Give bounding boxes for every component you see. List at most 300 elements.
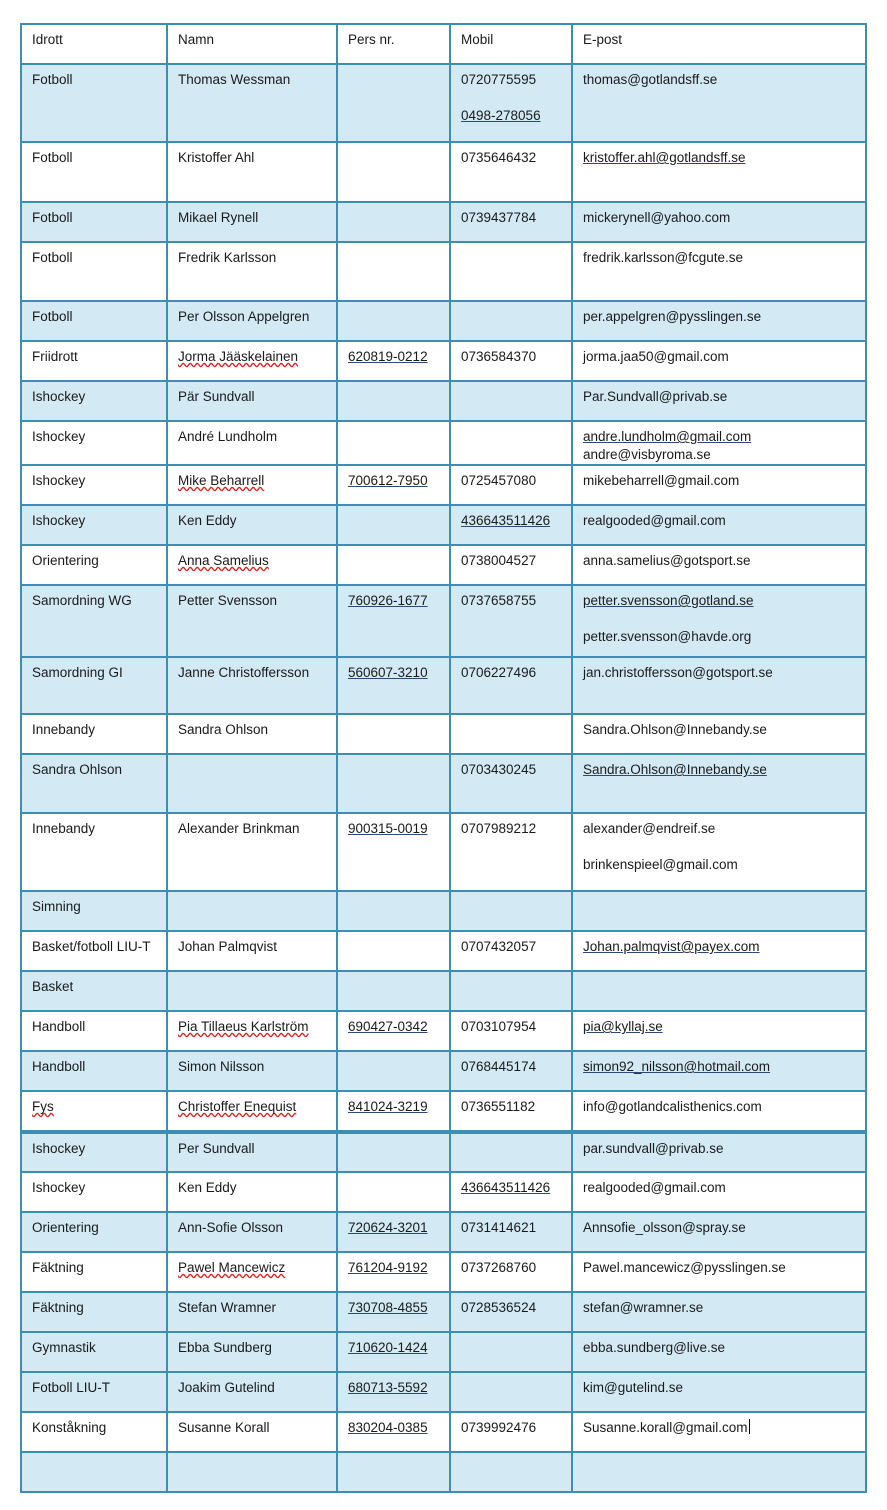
cell-e-post (572, 1051, 866, 1091)
pers-nr-text: 710620-1424 (348, 1340, 428, 1355)
pers-nr-text: 560607-3210 (348, 665, 428, 680)
namn-text: Pär Sundvall (178, 389, 255, 404)
cell-mobil (450, 1252, 572, 1292)
cell-e-post (572, 1292, 866, 1332)
idrott-text: Ishockey (32, 513, 86, 528)
cell-idrott (21, 1412, 167, 1452)
idrott-text: Fotboll LIU-T (32, 1380, 111, 1395)
mobil-text: 436643511426 (461, 1180, 551, 1195)
cell-mobil (450, 585, 572, 657)
namn-text: Johan Palmqvist (178, 939, 278, 954)
cell-e-post (572, 971, 866, 1011)
cell-namn (167, 931, 337, 971)
pers-nr-text: 680713-5592 (348, 1380, 428, 1395)
cell-idrott (21, 465, 167, 505)
cell-e-post (572, 1252, 866, 1292)
mobil-text: 0728536524 (461, 1300, 537, 1315)
header-row (21, 24, 866, 64)
cell-namn (167, 1132, 337, 1172)
cell-pers-nr (337, 64, 450, 142)
pers-nr-text: 841024-3219 (348, 1099, 428, 1114)
e-post-text: realgooded@gmail.com (583, 513, 726, 528)
contact-table-sheet (20, 23, 865, 1493)
e-post-text: per.appelgren@pysslingen.se (583, 309, 762, 324)
cell-idrott (21, 657, 167, 714)
header-e-post: E-post (572, 24, 866, 64)
namn-text: Christoffer Enequist (178, 1099, 297, 1114)
cell-pers-nr (337, 545, 450, 585)
namn-text: Ebba Sundberg (178, 1340, 272, 1355)
cell-mobil (450, 657, 572, 714)
pers-nr-text: 720624-3201 (348, 1220, 428, 1235)
table-row (21, 1372, 866, 1412)
table-row (21, 545, 866, 585)
cell-namn (167, 421, 337, 465)
table-row (21, 1292, 866, 1332)
e-post-text-2: petter.svensson@havde.org (583, 629, 752, 644)
cell-mobil (450, 381, 572, 421)
mobil-text: 0736584370 (461, 349, 537, 364)
cell-idrott (21, 301, 167, 341)
header-pers-nr: Pers nr. (337, 24, 450, 64)
cell-mobil (450, 64, 572, 142)
cell-idrott (21, 1452, 167, 1492)
idrott-text: Friidrott (32, 349, 78, 364)
cell-pers-nr (337, 1332, 450, 1372)
e-post-text: Johan.palmqvist@payex.com (583, 939, 760, 954)
cell-namn (167, 341, 337, 381)
table-row (21, 242, 866, 301)
namn-text: Ken Eddy (178, 1180, 237, 1195)
table-row (21, 971, 866, 1011)
cell-e-post (572, 1332, 866, 1372)
namn-text: André Lundholm (178, 429, 278, 444)
namn-text: Petter Svensson (178, 593, 278, 608)
table-row (21, 813, 866, 891)
idrott-text: Orientering (32, 553, 99, 568)
cell-e-post (572, 242, 866, 301)
cell-e-post (572, 1132, 866, 1172)
pers-nr-text: 700612-7950 (348, 473, 428, 488)
table-row (21, 1412, 866, 1452)
e-post-text-2: andre@visbyroma.se (583, 447, 711, 462)
idrott-text: Samordning GI (32, 665, 123, 680)
cell-pers-nr (337, 1051, 450, 1091)
table-row (21, 1051, 866, 1091)
cell-pers-nr (337, 341, 450, 381)
e-post-text: thomas@gotlandsff.se (583, 72, 718, 87)
idrott-text: Fotboll (32, 309, 73, 324)
e-post-text: alexander@endreif.se (583, 821, 716, 836)
mobil-text: 0703430245 (461, 762, 537, 777)
cell-mobil (450, 242, 572, 301)
cell-pers-nr (337, 381, 450, 421)
cell-mobil (450, 1212, 572, 1252)
table-row (21, 1132, 866, 1172)
idrott-text: Fotboll (32, 150, 73, 165)
mobil-text: 0706227496 (461, 665, 537, 680)
cell-idrott (21, 381, 167, 421)
cell-namn (167, 891, 337, 931)
cell-idrott (21, 585, 167, 657)
cell-mobil (450, 421, 572, 465)
namn-text: Per Sundvall (178, 1141, 255, 1156)
idrott-text: Fäktning (32, 1260, 84, 1275)
table-row (21, 421, 866, 465)
idrott-text: Ishockey (32, 1141, 86, 1156)
cell-idrott (21, 142, 167, 202)
table-row (21, 202, 866, 242)
mobil-text: 0739437784 (461, 210, 537, 225)
e-post-text: simon92_nilsson@hotmail.com (583, 1059, 771, 1074)
cell-mobil (450, 1372, 572, 1412)
cell-idrott (21, 1011, 167, 1051)
cell-e-post (572, 202, 866, 242)
cell-e-post (572, 1172, 866, 1212)
cell-idrott (21, 202, 167, 242)
header-mobil: Mobil (450, 24, 572, 64)
idrott-text: Orientering (32, 1220, 99, 1235)
e-post-text: realgooded@gmail.com (583, 1180, 726, 1195)
e-post-text: Sandra.Ohlson@Innebandy.se (583, 722, 767, 737)
e-post-text: info@gotlandcalisthenics.com (583, 1099, 762, 1114)
namn-text: Anna Samelius (178, 553, 269, 568)
cell-mobil (450, 1172, 572, 1212)
pers-nr-text: 761204-9192 (348, 1260, 428, 1275)
cell-namn (167, 1292, 337, 1332)
e-post-text: andre.lundholm@gmail.com (583, 429, 752, 444)
mobil-text: 0720775595 (461, 72, 537, 87)
contact-table (20, 23, 867, 1493)
namn-text: Stefan Wramner (178, 1300, 277, 1315)
e-post-text-2: brinkenspieel@gmail.com (583, 857, 738, 872)
cell-mobil (450, 754, 572, 813)
table-body (21, 64, 866, 1492)
cell-namn (167, 465, 337, 505)
idrott-text: Gymnastik (32, 1340, 96, 1355)
cell-pers-nr (337, 1412, 450, 1452)
idrott-text: Fys (32, 1099, 54, 1114)
idrott-text: Handboll (32, 1059, 86, 1074)
namn-text: Ann-Sofie Olsson (178, 1220, 284, 1235)
mobil-text: 436643511426 (461, 513, 551, 528)
cell-e-post (572, 1011, 866, 1051)
idrott-text: Ishockey (32, 473, 86, 488)
table-row (21, 931, 866, 971)
namn-text: Sandra Ohlson (178, 722, 269, 737)
cell-pers-nr (337, 1132, 450, 1172)
cell-e-post (572, 1212, 866, 1252)
cell-pers-nr (337, 1091, 450, 1132)
namn-text: Mike Beharrell (178, 473, 265, 488)
cell-idrott (21, 1292, 167, 1332)
namn-text: Susanne Korall (178, 1420, 270, 1435)
cell-mobil (450, 1091, 572, 1132)
cell-mobil (450, 202, 572, 242)
cell-e-post (572, 505, 866, 545)
cell-namn (167, 1091, 337, 1132)
mobil-text: 0737658755 (461, 593, 537, 608)
cell-e-post (572, 657, 866, 714)
table-row (21, 1212, 866, 1252)
e-post-text: Par.Sundvall@privab.se (583, 389, 728, 404)
idrott-text: Ishockey (32, 389, 86, 404)
cell-namn (167, 1452, 337, 1492)
idrott-text: Simning (32, 899, 81, 914)
cell-pers-nr (337, 931, 450, 971)
namn-text: Fredrik Karlsson (178, 250, 277, 265)
cell-namn (167, 301, 337, 341)
text-cursor (749, 1419, 750, 1434)
idrott-text: Fotboll (32, 210, 73, 225)
cell-idrott (21, 1132, 167, 1172)
e-post-text: mickerynell@yahoo.com (583, 210, 731, 225)
pers-nr-text: 900315-0019 (348, 821, 428, 836)
cell-e-post (572, 1372, 866, 1412)
cell-e-post (572, 754, 866, 813)
cell-e-post (572, 421, 866, 465)
table-row (21, 657, 866, 714)
e-post-text: jan.christoffersson@gotsport.se (583, 665, 773, 680)
cell-mobil (450, 813, 572, 891)
cell-namn (167, 971, 337, 1011)
cell-namn (167, 714, 337, 754)
cell-mobil (450, 341, 572, 381)
cell-pers-nr (337, 714, 450, 754)
cell-pers-nr (337, 301, 450, 341)
idrott-text: Ishockey (32, 429, 86, 444)
cell-idrott (21, 754, 167, 813)
e-post-text: mikebeharrell@gmail.com (583, 473, 740, 488)
namn-text: Per Olsson Appelgren (178, 309, 310, 324)
table-row (21, 1452, 866, 1492)
idrott-text: Ishockey (32, 1180, 86, 1195)
cell-namn (167, 585, 337, 657)
mobil-text: 0736551182 (461, 1099, 536, 1114)
namn-text: Alexander Brinkman (178, 821, 300, 836)
e-post-text: Sandra.Ohlson@Innebandy.se (583, 762, 767, 777)
table-row (21, 1332, 866, 1372)
idrott-text: Innebandy (32, 722, 96, 737)
cell-pers-nr (337, 657, 450, 714)
cell-e-post (572, 64, 866, 142)
cell-e-post (572, 301, 866, 341)
cell-pers-nr (337, 1452, 450, 1492)
e-post-text: kim@gutelind.se (583, 1380, 683, 1395)
table-row (21, 505, 866, 545)
idrott-text: Fotboll (32, 250, 73, 265)
cell-pers-nr (337, 754, 450, 813)
e-post-text: petter.svensson@gotland.se (583, 593, 754, 608)
cell-e-post (572, 714, 866, 754)
namn-text: Pawel Mancewicz (178, 1260, 286, 1275)
mobil-text: 0739992476 (461, 1420, 537, 1435)
cell-pers-nr (337, 971, 450, 1011)
table-row (21, 465, 866, 505)
cell-pers-nr (337, 1292, 450, 1332)
cell-e-post (572, 1412, 866, 1452)
pers-nr-text: 690427-0342 (348, 1019, 428, 1034)
pers-nr-text: 730708-4855 (348, 1300, 428, 1315)
cell-namn (167, 1252, 337, 1292)
mobil-text: 0725457080 (461, 473, 537, 488)
namn-text: Ken Eddy (178, 513, 237, 528)
cell-pers-nr (337, 813, 450, 891)
cell-e-post (572, 465, 866, 505)
cell-e-post (572, 1452, 866, 1492)
mobil-text: 0703107954 (461, 1019, 537, 1034)
e-post-text: par.sundvall@privab.se (583, 1141, 724, 1156)
cell-e-post (572, 341, 866, 381)
cell-mobil (450, 465, 572, 505)
cell-e-post (572, 545, 866, 585)
cell-mobil (450, 1051, 572, 1091)
cell-namn (167, 545, 337, 585)
idrott-text: Fäktning (32, 1300, 84, 1315)
cell-namn (167, 1051, 337, 1091)
e-post-text: Susanne.korall@gmail.com (583, 1420, 748, 1435)
cell-mobil (450, 545, 572, 585)
table-row (21, 1091, 866, 1132)
cell-idrott (21, 931, 167, 971)
cell-namn (167, 1172, 337, 1212)
cell-idrott (21, 64, 167, 142)
cell-pers-nr (337, 465, 450, 505)
cell-pers-nr (337, 1372, 450, 1412)
namn-text: Kristoffer Ahl (178, 150, 255, 165)
cell-pers-nr (337, 585, 450, 657)
cell-idrott (21, 1091, 167, 1132)
cell-pers-nr (337, 1172, 450, 1212)
idrott-text: Handboll (32, 1019, 86, 1034)
e-post-text: Pawel.mancewicz@pysslingen.se (583, 1260, 786, 1275)
idrott-text: Samordning WG (32, 593, 132, 608)
cell-e-post (572, 142, 866, 202)
pers-nr-text: 620819-0212 (348, 349, 428, 364)
namn-text: Janne Christoffersson (178, 665, 310, 680)
cell-namn (167, 142, 337, 202)
cell-idrott (21, 1212, 167, 1252)
e-post-text: Annsofie_olsson@spray.se (583, 1220, 746, 1235)
mobil-text: 0731414621 (461, 1220, 537, 1235)
header-idrott: Idrott (21, 24, 167, 64)
table-row (21, 142, 866, 202)
cell-pers-nr (337, 421, 450, 465)
cell-pers-nr (337, 1011, 450, 1051)
cell-idrott (21, 505, 167, 545)
cell-idrott (21, 545, 167, 585)
mobil-text: 0707432057 (461, 939, 537, 954)
cell-mobil (450, 1292, 572, 1332)
table-row (21, 1252, 866, 1292)
header-namn: Namn (167, 24, 337, 64)
cell-namn (167, 242, 337, 301)
cell-mobil (450, 142, 572, 202)
cell-idrott (21, 1372, 167, 1412)
cell-mobil (450, 1452, 572, 1492)
namn-text: Simon Nilsson (178, 1059, 265, 1074)
cell-namn (167, 1372, 337, 1412)
cell-e-post (572, 813, 866, 891)
idrott-text: Konståkning (32, 1420, 107, 1435)
namn-text: Thomas Wessman (178, 72, 291, 87)
cell-pers-nr (337, 891, 450, 931)
mobil-text: 0738004527 (461, 553, 537, 568)
cell-idrott (21, 813, 167, 891)
table-row (21, 1011, 866, 1051)
cell-mobil (450, 1132, 572, 1172)
cell-namn (167, 1011, 337, 1051)
pers-nr-text: 760926-1677 (348, 593, 428, 608)
mobil-text: 0707989212 (461, 821, 537, 836)
cell-mobil (450, 1412, 572, 1452)
table-row (21, 714, 866, 754)
cell-idrott (21, 242, 167, 301)
table-row (21, 754, 866, 813)
cell-mobil (450, 971, 572, 1011)
cell-mobil (450, 891, 572, 931)
cell-idrott (21, 1252, 167, 1292)
e-post-text: stefan@wramner.se (583, 1300, 704, 1315)
cell-e-post (572, 891, 866, 931)
cell-idrott (21, 1332, 167, 1372)
table-row (21, 1172, 866, 1212)
cell-mobil (450, 931, 572, 971)
cell-mobil (450, 1011, 572, 1051)
cell-pers-nr (337, 1212, 450, 1252)
mobil-text: 0768445174 (461, 1059, 537, 1074)
table-row (21, 381, 866, 421)
cell-e-post (572, 585, 866, 657)
e-post-text: ebba.sundberg@live.se (583, 1340, 726, 1355)
cell-namn (167, 1212, 337, 1252)
e-post-text: fredrik.karlsson@fcgute.se (583, 250, 744, 265)
table-row (21, 301, 866, 341)
cell-idrott (21, 971, 167, 1011)
cell-namn (167, 64, 337, 142)
idrott-text: Innebandy (32, 821, 96, 836)
cell-mobil (450, 301, 572, 341)
table-row (21, 341, 866, 381)
pers-nr-text: 830204-0385 (348, 1420, 428, 1435)
cell-namn (167, 1412, 337, 1452)
cell-idrott (21, 1051, 167, 1091)
idrott-text: Fotboll (32, 72, 73, 87)
cell-idrott (21, 341, 167, 381)
cell-mobil (450, 1332, 572, 1372)
cell-namn (167, 202, 337, 242)
cell-e-post (572, 381, 866, 421)
namn-text: Pia Tillaeus Karlström (178, 1019, 309, 1034)
cell-namn (167, 657, 337, 714)
cell-pers-nr (337, 1252, 450, 1292)
e-post-text: pia@kyllaj.se (583, 1019, 663, 1034)
cell-namn (167, 754, 337, 813)
cell-mobil (450, 505, 572, 545)
cell-mobil (450, 714, 572, 754)
table-row (21, 891, 866, 931)
table-row (21, 64, 866, 142)
namn-text: Jorma Jääskelainen (178, 349, 299, 364)
mobil-text-2: 0498-278056 (461, 108, 541, 123)
namn-text: Joakim Gutelind (178, 1380, 275, 1395)
e-post-text: kristoffer.ahl@gotlandsff.se (583, 150, 746, 165)
cell-idrott (21, 1172, 167, 1212)
mobil-text: 0737268760 (461, 1260, 537, 1275)
cell-pers-nr (337, 242, 450, 301)
cell-pers-nr (337, 202, 450, 242)
idrott-text: Basket/fotboll LIU-T (32, 939, 151, 954)
